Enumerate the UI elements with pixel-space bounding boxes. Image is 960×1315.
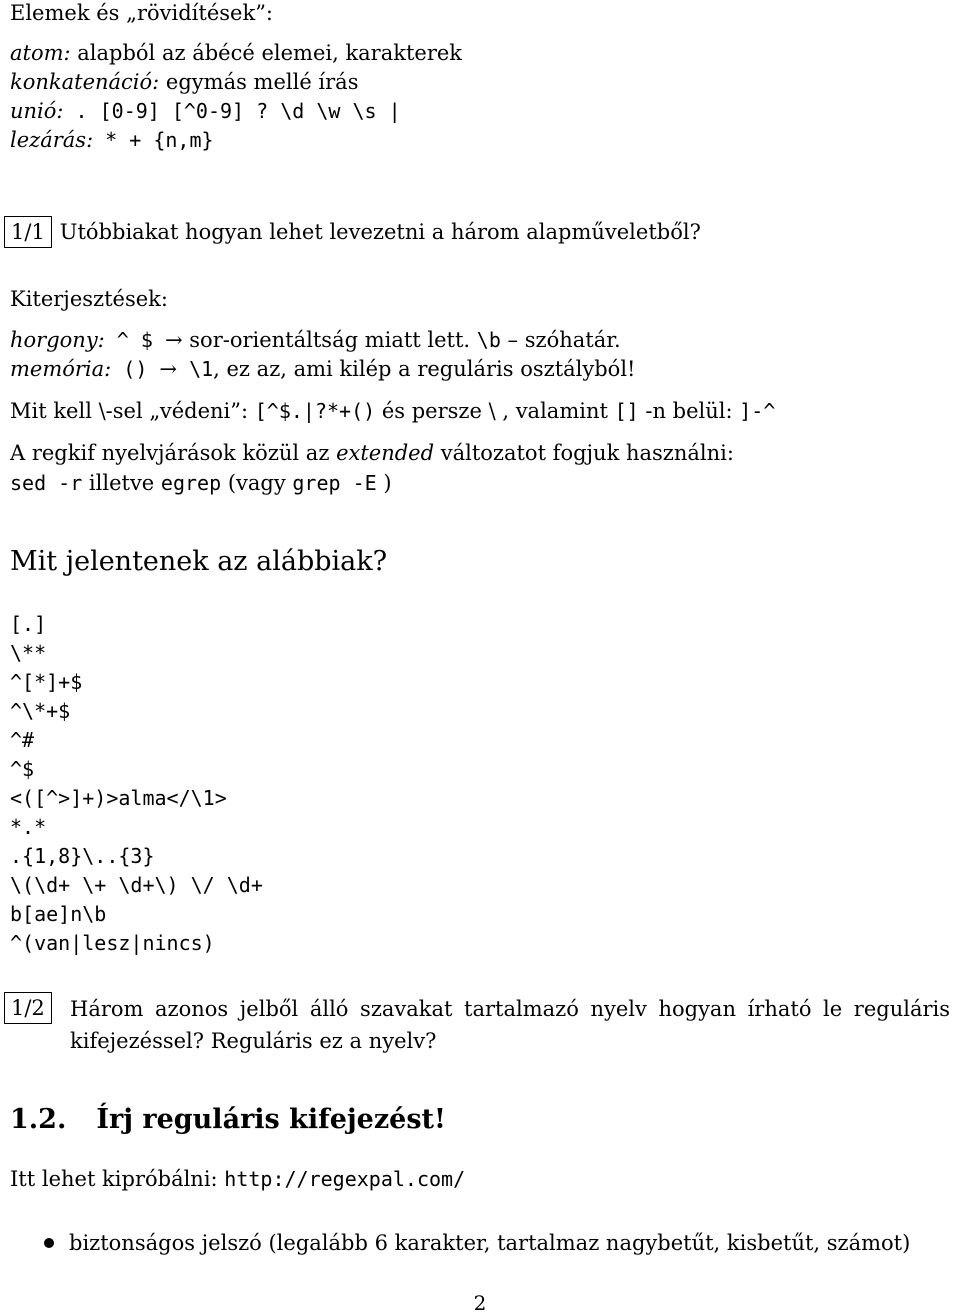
concat-text: egymás mellé írás [159,70,359,94]
try-text: Itt lehet kipróbálni: [10,1167,225,1191]
escape-code: [^$.|?*+() [254,399,376,423]
task-1-1-badge: 1/1 [4,216,52,248]
pattern-item: ^\*+$ [10,699,71,723]
meaning-heading: Mit jelentenek az alábbiak? [10,546,388,577]
grep-code: grep -E [292,471,377,495]
egrep-text: (vagy [221,471,293,495]
escape-code3: ]-^ [739,399,776,423]
task-1-1 [4,216,701,248]
pattern-item: [.] [10,612,47,636]
list-item: biztonságos jelszó (legalább 6 karakter, tartalmaz nagybetűt, kisbetűt, számot) [69,1231,911,1255]
dialect-ext: extended [336,441,435,465]
sed-code: sed -r [10,471,83,495]
page-number: 2 [473,1291,487,1315]
concat-term: konkatenáció: [10,70,160,94]
task-1-2-badge-wrap [4,992,60,1024]
task-1-2-badge: 1/2 [4,992,52,1024]
escape-line [10,398,775,424]
atom-term: atom: [10,41,71,65]
escape-text: Mit kell \-sel „védeni”: [10,399,255,423]
pattern-item: .{1,8}\..{3} [10,844,155,868]
anchor-text2: – szóhatár. [500,328,621,352]
pattern-item: \(\d+ \+ \d+\) \/ \d+ [10,873,263,897]
atom-text: alapból az ábécé elemei, karakterek [70,41,463,65]
atom-line [10,40,462,66]
pattern-item: <([^>]+)>alma</\1> [10,786,227,810]
pattern-item: *.* [10,815,47,839]
memory-term: memória: [10,357,112,381]
concat-line [10,69,358,95]
tools-line [10,470,392,496]
regexpal-link[interactable]: http://regexpal.com/ [224,1167,466,1191]
egrep-code: egrep [160,471,222,495]
anchor-code: ^ $ [104,328,165,352]
pattern-item: \** [10,641,47,665]
sed-text: illetve [82,471,161,495]
grep-text: ) [376,471,392,495]
memory-code: () [111,357,160,381]
dialect-text-b: változatot fogjuk használni: [434,441,734,465]
anchor-line [10,327,621,353]
task-1-2-text: Három azonos jelből álló szavakat tartalmazó nyelv hogyan írható le reguláris kifejezéssel? Reguláris ez a nyelv? [70,997,950,1053]
anchor-term: horgony: [10,328,105,352]
bullet-icon [44,1238,54,1248]
memory-code2: \1 [177,357,214,381]
escape-code2: [] [614,399,639,423]
union-term: unió: [10,99,64,123]
extensions-heading: Kiterjesztések: [10,287,168,311]
section-title [10,1103,446,1137]
dialect-text-a: A regkif nyelvjárások közül az [10,441,337,465]
pattern-item: ^[*]+$ [10,670,83,694]
escape-text2: és persze \ , valamint [375,399,615,423]
intro-heading: Elemek és „rövidítések”: [10,1,274,25]
memory-line [10,356,635,382]
anchor-code2: \b [476,328,501,352]
pattern-item: ^# [10,728,35,752]
escape-text3: -n belül: [638,399,740,423]
arrow-icon: → [164,328,183,352]
union-code: . [0-9] [^0-9] ? \d \w \s | [63,99,401,123]
anchor-text: sor-orientáltság miatt lett. [182,328,477,352]
closure-term: lezárás: [10,128,94,152]
pattern-item: ^(van|lesz|nincs) [10,931,215,955]
closure-code: * + {n,m} [93,128,214,152]
closure-line [10,127,214,153]
union-line [10,98,401,124]
dialect-line [10,440,734,466]
arrow-icon: → [159,357,178,381]
section-title-text: Írj reguláris kifejezést! [96,1104,446,1135]
memory-text: , ez az, ami kilép a reguláris osztályból! [213,357,636,381]
pattern-item: ^$ [10,757,35,781]
section-number: 1.2. [10,1104,67,1135]
try-line [10,1166,465,1192]
pattern-item: b[ae]n\b [10,902,107,926]
task-1-1-text: Utóbbiakat hogyan lehet levezetni a három alapműveletből? [59,220,701,244]
